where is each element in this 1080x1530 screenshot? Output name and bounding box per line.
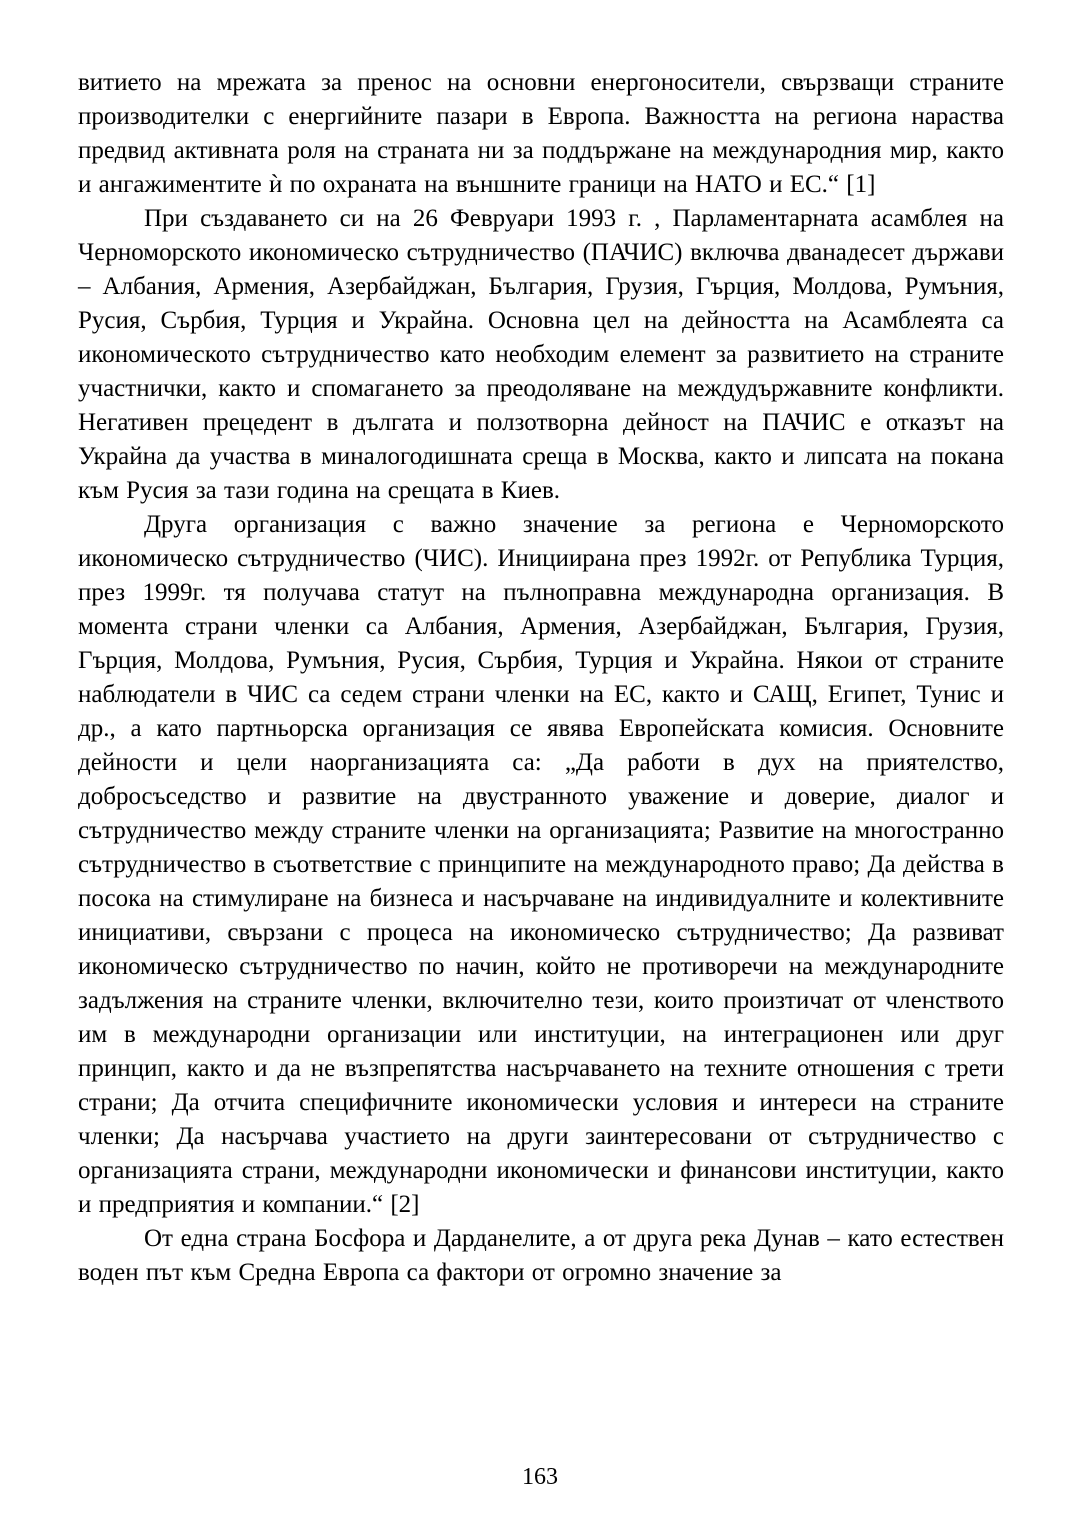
paragraph: От една страна Босфора и Дарданелите, а от друга река Дунав – като естествен воден път към Средна Европа са фактори от огромно значение за — [78, 1225, 1004, 1286]
page-number: 163 — [522, 1464, 558, 1490]
body-text — [78, 66, 1004, 1290]
paragraph-continuation: витието на мрежата за пренос на основни енергоносители, свързващи страните производителки с енергийните пазари в Европа. Важността на региона нараства предвид активната роля на страната ни за поддържане на международния мир, както и ангажиментите ѝ по охраната на външните граници на НАТО и ЕС.“ [1] — [78, 69, 1004, 198]
paragraph: При създаването си на 26 Февруари 1993 г. , Парламентарната асамблея на Черноморското икономическо сътрудничество (ПАЧИС) включва дванадесет държави – Албания, Армения, Азербайджан, България, Грузия, Гърция, Молдова, Румъния, Русия, Сърбия, Турция и Украйна. Основна цел на дейността на Асамблеята са икономическото сътрудничество като необходим елемент за развитието на страните участнички, както и спомагането за преодоляване на междудържавните конфликти. Негативен прецедент в дългата и ползотворна дейност на ПАЧИС е отказът на Украйна да участва в миналогодишната среща в Москва, както и липсата на покана към Русия за тази година на срещата в Киев. — [78, 205, 1004, 504]
paragraph: Друга организация с важно значение за региона е Черноморското икономическо сътрудничество (ЧИС). Инициирана през 1992г. от Република Турция, през 1999г. тя получава статут на пълноправна международна организация. В момента страни членки са Албания, Армения, Азербайджан, България, Грузия, Гърция, Молдова, Румъния, Русия, Сърбия, Турция и Украйна. Някои от страните наблюдатели в ЧИС са седем страни членки на ЕС, както и САЩ, Египет, Тунис и др., а като партньорска организация се явява Европейската комисия. Основните дейности и цели наорганизацията са: „Да работи в дух на приятелство, добросъседство и развитие на двустранното уважение и доверие, диалог и сътрудничество между страните членки на организацията; Развитие на многостранно сътрудничество в съответствие с принципите на международното право; Да действа в посока на стимулиране на бизнеса и насърчаване на индивидуалните и колективните инициативи, свързани с процеса на икономическо сътрудничество; Да развиват икономическо сътрудничество по начин, който не противоречи на международните задължения на страните членки, включително тези, които произтичат от членството им в международни организации или институции, на интеграционен или друг принцип, както и да не възпрепятства насърчаването на техните отношения с трети страни; Да отчита специфичните икономически условия и интереси на страните членки; Да насърчава участието на други заинтересовани от сътрудничество с организацията страни, международни икономически и финансови институции, както и предприятия и компании.“ [2] — [78, 511, 1004, 1218]
